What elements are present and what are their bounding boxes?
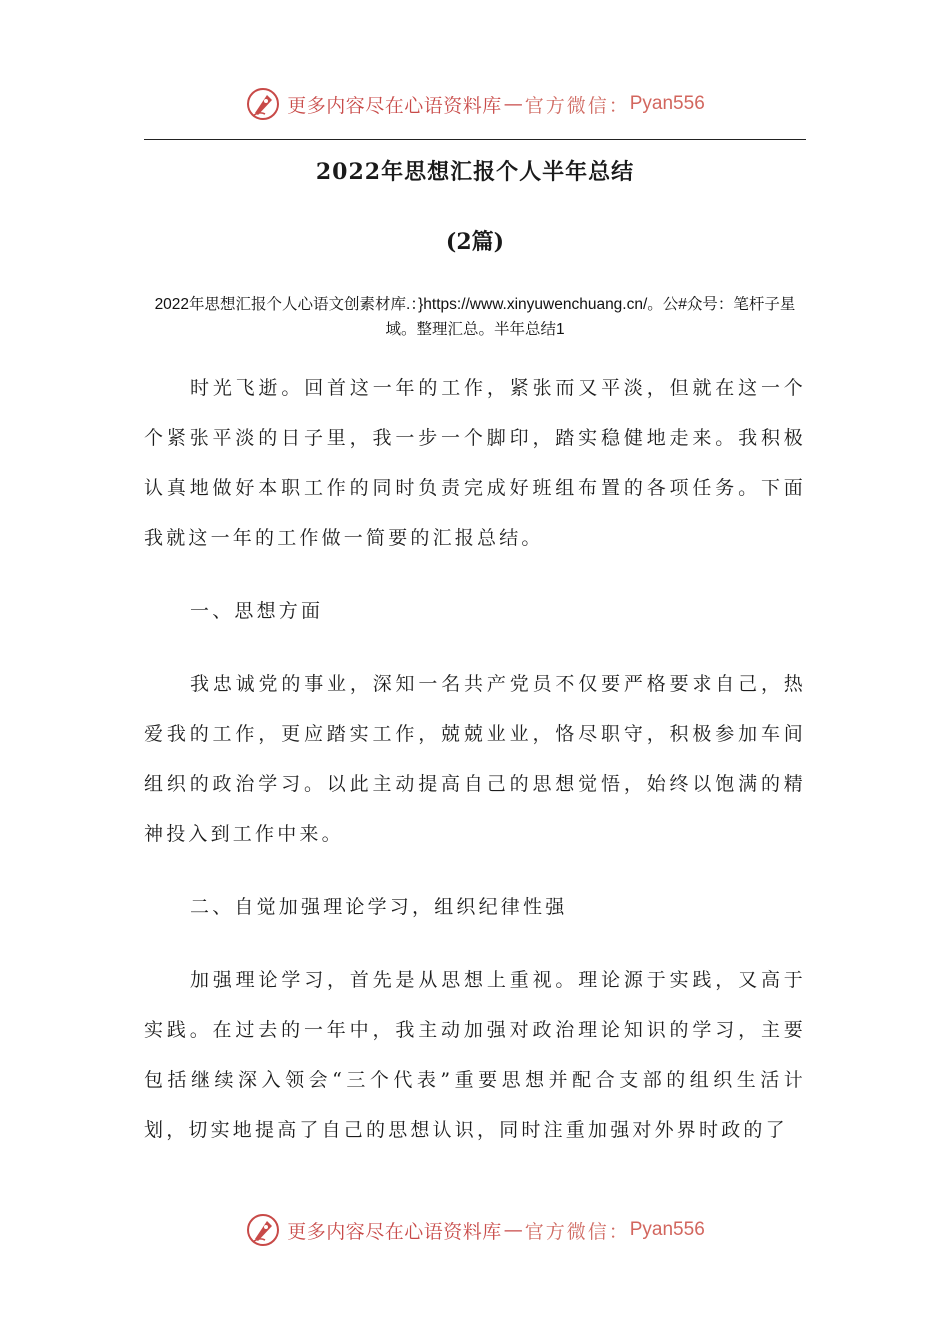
document-subtitle: (2篇) xyxy=(445,229,505,255)
watermark-wechat-label: 官方微信： xyxy=(524,94,630,117)
footer-watermark xyxy=(0,1210,950,1250)
paragraph-intro: 时光飞逝。回首这一年的工作，紧张而又平淡，但就在这一个个紧张平淡的日子里，我一步一个脚印，踏实稳健地走来。我积极认真地做好本职工作的同时负责完成好班组布置的各项任务。下面我就这一年的工作做一简要的汇报总结。 xyxy=(144,377,806,549)
pen-nib-logo-icon xyxy=(245,86,281,122)
source-line: 2022年思想汇报个人心语文创素材库.：}https://www.xinyuwenchuang.cn/。公#众号：笔杆子星域。整理汇总。半年总结1 xyxy=(154,296,796,338)
pen-nib-logo-icon xyxy=(245,1212,281,1248)
watermark-wechat-id: Pyan556 xyxy=(629,1219,705,1240)
watermark-wechat-label: 官方微信： xyxy=(524,1220,630,1243)
document-body xyxy=(144,363,806,1155)
section-heading-theory-study: 二、自觉加强理论学习，组织纪律性强 xyxy=(190,896,568,918)
document-title: 2022年思想汇报个人半年总结 xyxy=(315,159,635,185)
paragraph-ideology: 我忠诚党的事业，深知一名共产党员不仅要严格要求自己，热爱我的工作，更应踏实工作，兢兢业业，恪尽职守，积极参加车间组织的政治学习。以此主动提高自己的思想觉悟，始终以饱满的精神投入到工作中来。 xyxy=(144,673,806,845)
header-rule xyxy=(144,139,806,140)
section-heading-ideology: 一、思想方面 xyxy=(190,600,324,622)
watermark-main-text: 更多内容尽在心语资料库 xyxy=(287,94,502,117)
watermark-wechat-id: Pyan556 xyxy=(629,93,705,114)
watermark-main-text: 更多内容尽在心语资料库 xyxy=(287,1220,502,1243)
paragraph-theory-study: 加强理论学习，首先是从思想上重视。理论源于实践，又高于实践。在过去的一年中，我主动加强对政治理论知识的学习，主要包括继续深入领会“三个代表”重要思想并配合支部的组织生活计划，切实地提高了自己的思想认识，同时注重加强对外界时政的了 xyxy=(144,969,806,1141)
watermark-dash: — xyxy=(503,1219,523,1241)
header-watermark xyxy=(0,84,950,124)
watermark-dash: — xyxy=(503,93,523,115)
